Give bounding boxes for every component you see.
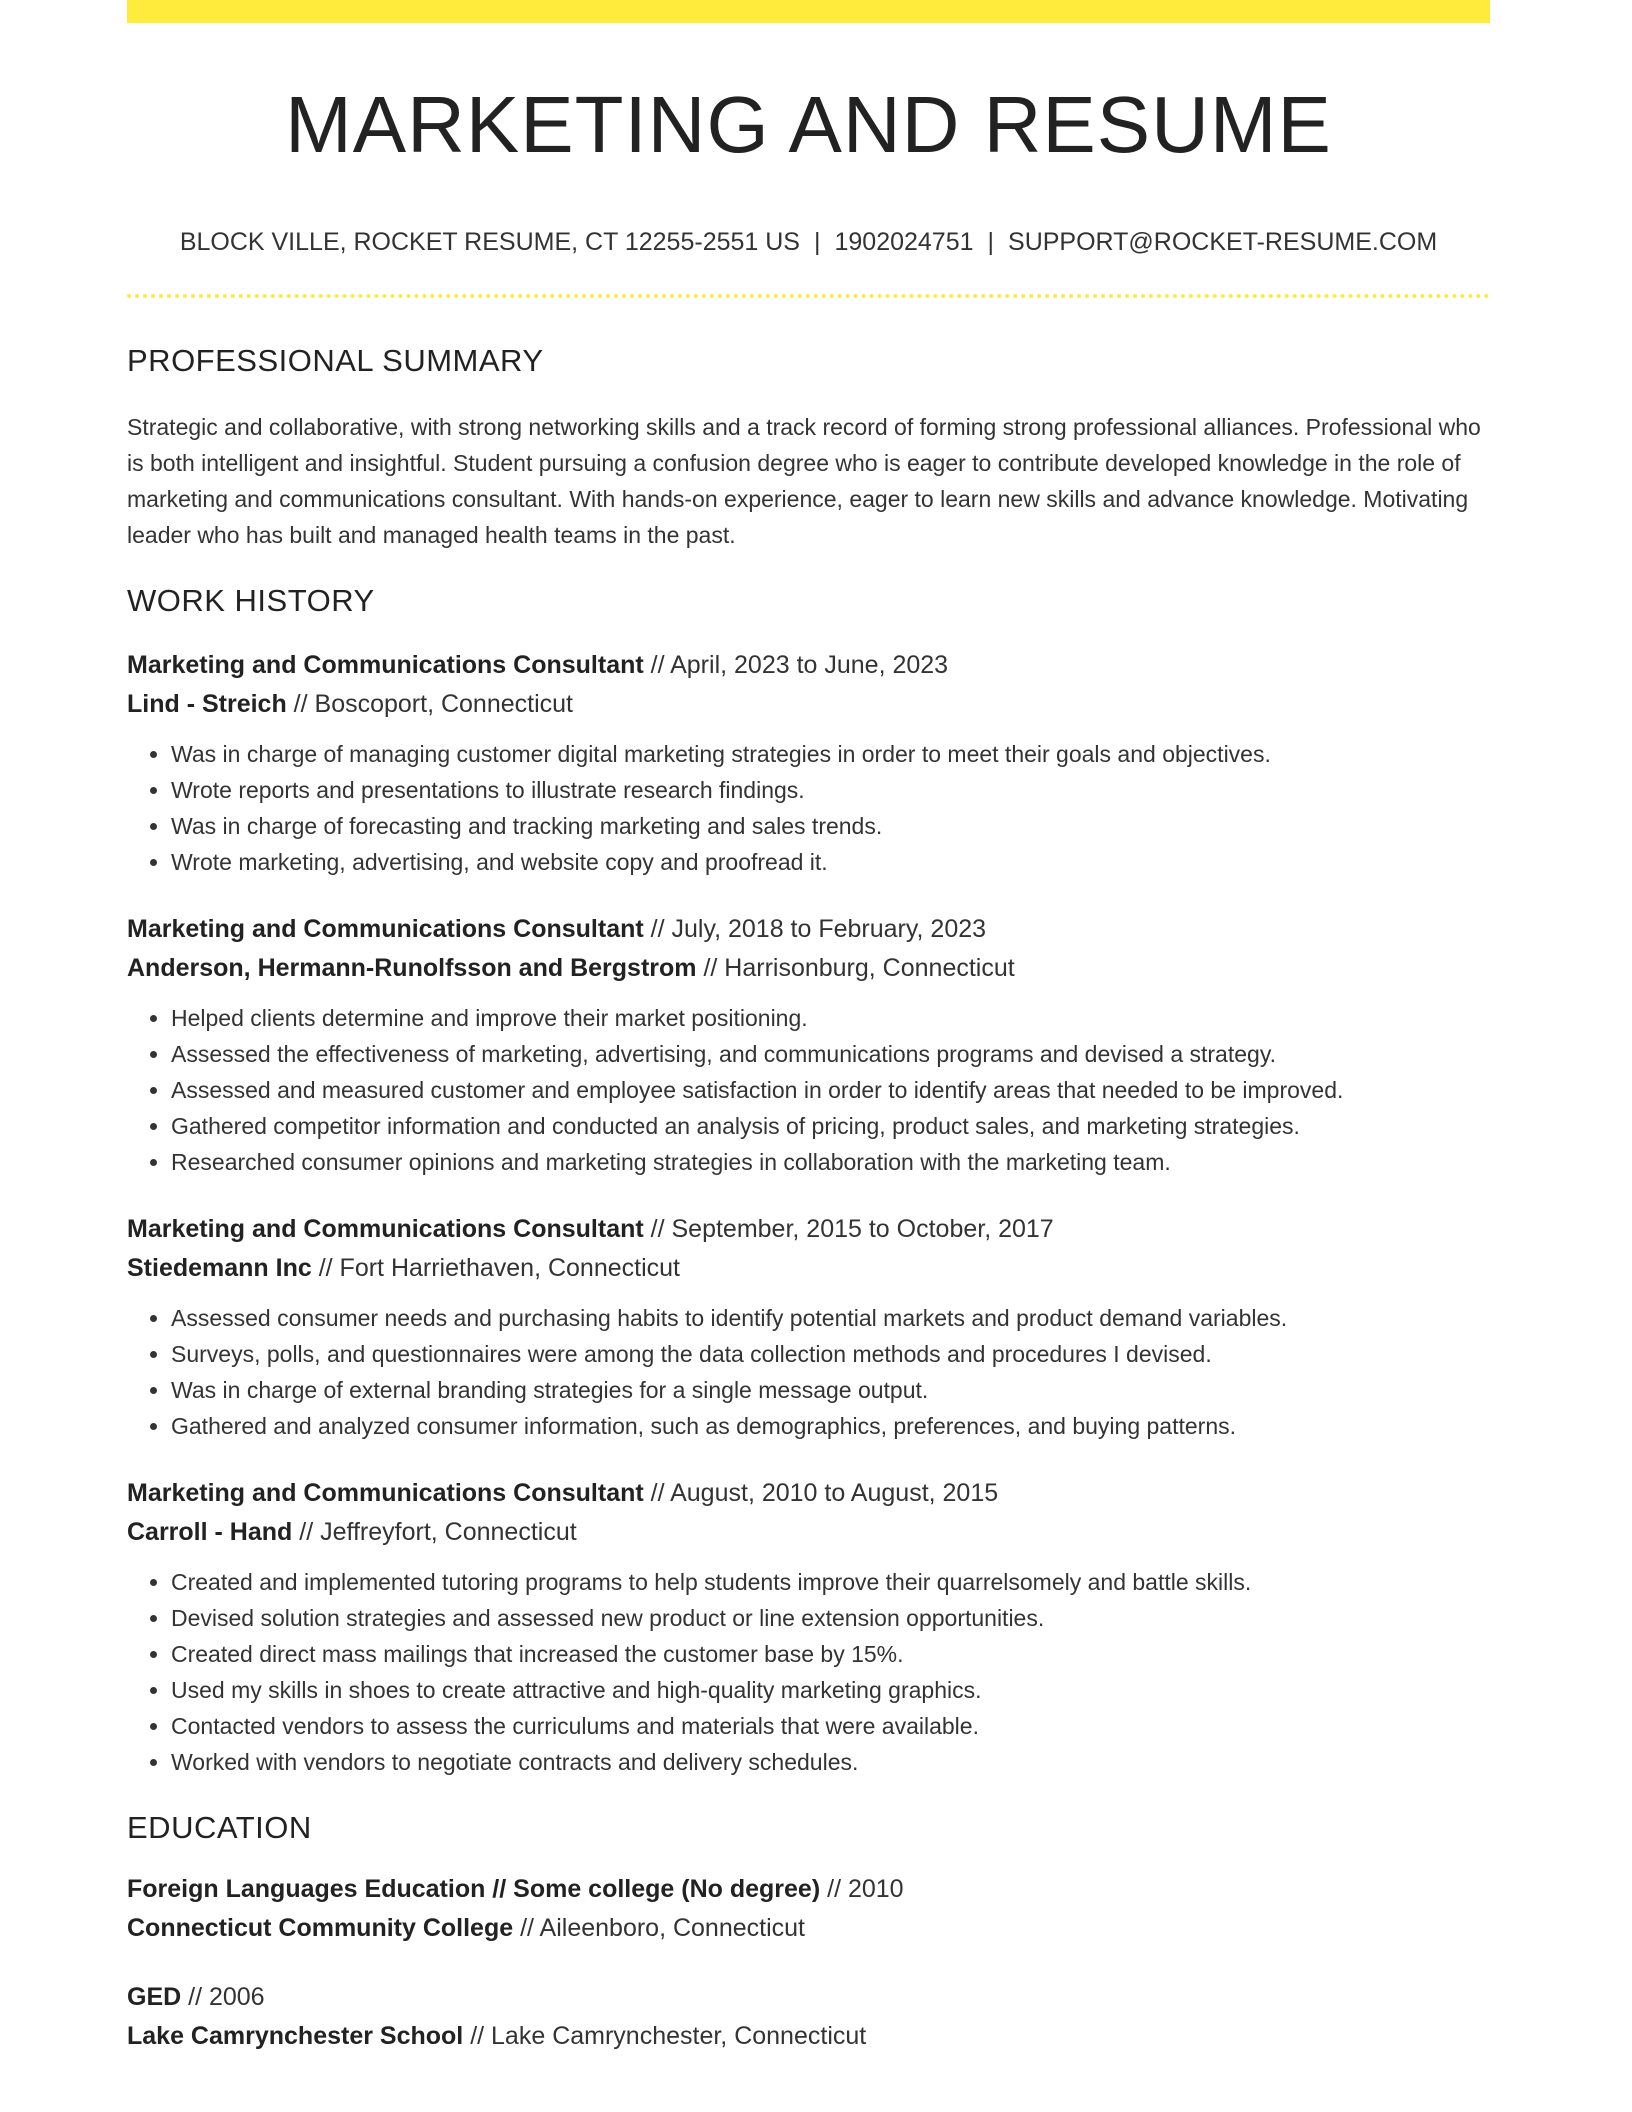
- job-title-line: [127, 1474, 1490, 1513]
- contact-separator: |: [813, 228, 821, 256]
- job-bullet: • Helped clients determine and improve their market positioning.: [171, 1000, 1490, 1036]
- resume-name: MARKETING AND RESUME: [285, 80, 1332, 169]
- job-entry: [127, 910, 1490, 1180]
- job-bullet: • Was in charge of external branding strategies for a single message output.: [171, 1372, 1490, 1408]
- education-school: Connecticut Community College: [127, 1914, 514, 1942]
- job-bullet: • Worked with vendors to negotiate contracts and delivery schedules.: [171, 1744, 1490, 1780]
- education-school-line: [127, 1909, 1490, 1948]
- job-company: Lind - Streich: [127, 690, 287, 718]
- job-company-line: [127, 1249, 1490, 1288]
- job-role: Marketing and Communications Consultant: [127, 1479, 644, 1507]
- job-bullet: • Wrote marketing, advertising, and website copy and proofread it.: [171, 844, 1490, 880]
- job-bullet: • Contacted vendors to assess the curriculums and materials that were available.: [171, 1708, 1490, 1744]
- job-bullets: [127, 1000, 1490, 1180]
- education-school: Lake Camrynchester School: [127, 2022, 464, 2050]
- job-entry: [127, 1210, 1490, 1444]
- job-bullet: • Researched consumer opinions and marketing strategies in collaboration with the marketing team.: [171, 1144, 1490, 1180]
- job-bullet: • Created and implemented tutoring programs to help students improve their quarrelsomely and battle skills.: [171, 1564, 1490, 1600]
- job-location: // Harrisonburg, Connecticut: [696, 954, 1015, 982]
- job-bullet: • Was in charge of forecasting and tracking marketing and sales trends.: [171, 808, 1490, 844]
- job-company: Anderson, Hermann-Runolfsson and Bergstrom: [127, 954, 697, 982]
- job-dates: // August, 2010 to August, 2015: [643, 1479, 999, 1507]
- job-location: // Boscoport, Connecticut: [286, 690, 573, 718]
- education-school-line: [127, 2017, 1490, 2056]
- job-location: // Jeffreyfort, Connecticut: [292, 1518, 577, 1546]
- job-title-line: [127, 646, 1490, 685]
- job-dates: // September, 2015 to October, 2017: [643, 1215, 1054, 1243]
- education-heading: EDUCATION: [127, 1810, 312, 1845]
- job-bullet: • Surveys, polls, and questionnaires were among the data collection methods and procedures I devised.: [171, 1336, 1490, 1372]
- job-role: Marketing and Communications Consultant: [127, 1215, 644, 1243]
- job-bullet: • Used my skills in shoes to create attractive and high-quality marketing graphics.: [171, 1672, 1490, 1708]
- job-company-line: [127, 685, 1490, 724]
- education-entry: [127, 1978, 1490, 2056]
- job-company: Stiedemann Inc: [127, 1254, 312, 1282]
- job-bullet: • Wrote reports and presentations to illustrate research findings.: [171, 772, 1490, 808]
- resume-page: [127, 0, 1490, 2056]
- job-dates: // July, 2018 to February, 2023: [643, 915, 987, 943]
- education-year: // 2010: [820, 1875, 904, 1903]
- job-title-line: [127, 1210, 1490, 1249]
- job-bullet: • Assessed consumer needs and purchasing habits to identify potential markets and product demand variables.: [171, 1300, 1490, 1336]
- job-bullet: • Gathered competitor information and conducted an analysis of pricing, product sales, and marketing strategies.: [171, 1108, 1490, 1144]
- job-bullet: • Assessed the effectiveness of marketing, advertising, and communications programs and devised a strategy.: [171, 1036, 1490, 1072]
- job-bullets: [127, 1300, 1490, 1444]
- job-company-line: [127, 949, 1490, 988]
- job-bullet: • Created direct mass mailings that increased the customer base by 15%.: [171, 1636, 1490, 1672]
- education-location: // Lake Camrynchester, Connecticut: [463, 2022, 867, 2050]
- job-company: Carroll - Hand: [127, 1518, 293, 1546]
- job-bullet: • Gathered and analyzed consumer information, such as demographics, preferences, and buying patterns.: [171, 1408, 1490, 1444]
- job-title-line: [127, 910, 1490, 949]
- job-bullet: • Assessed and measured customer and employee satisfaction in order to identify areas that needed to be improved.: [171, 1072, 1490, 1108]
- job-bullets: [127, 736, 1490, 880]
- job-entry: [127, 646, 1490, 880]
- contact-separator: |: [987, 228, 995, 256]
- education-location: // Aileenboro, Connecticut: [513, 1914, 805, 1942]
- contact-phone: 1902024751: [834, 228, 974, 256]
- job-dates: // April, 2023 to June, 2023: [643, 651, 949, 679]
- contact-line: [127, 228, 1490, 257]
- education-degree: GED: [127, 1983, 182, 2011]
- header-divider: [127, 294, 1490, 298]
- summary-heading: PROFESSIONAL SUMMARY: [127, 343, 544, 378]
- contact-address: BLOCK VILLE, ROCKET RESUME, CT 12255-2551 US: [179, 228, 800, 256]
- education-degree-line: [127, 1870, 1490, 1909]
- education-entry: [127, 1870, 1490, 1948]
- contact-email: SUPPORT@ROCKET-RESUME.COM: [1008, 228, 1438, 256]
- education-degree: Foreign Languages Education // Some college (No degree): [127, 1875, 821, 1903]
- job-location: // Fort Harriethaven, Connecticut: [311, 1254, 680, 1282]
- education-degree-line: [127, 1978, 1490, 2017]
- job-bullet: • Devised solution strategies and assessed new product or line extension opportunities.: [171, 1600, 1490, 1636]
- top-accent-bar: [127, 0, 1490, 23]
- job-bullet: • Was in charge of managing customer digital marketing strategies in order to meet their goals and objectives.: [171, 736, 1490, 772]
- job-company-line: [127, 1513, 1490, 1552]
- work-history-heading: WORK HISTORY: [127, 583, 375, 618]
- job-bullets: [127, 1564, 1490, 1780]
- job-role: Marketing and Communications Consultant: [127, 651, 644, 679]
- job-role: Marketing and Communications Consultant: [127, 915, 644, 943]
- job-entry: [127, 1474, 1490, 1780]
- summary-text: Strategic and collaborative, with strong networking skills and a track record of forming strong professional alliances. Professional who is both intelligent and insightful. Student pursuing a confusion degree who is eager to contribute developed knowledge in the role of marketing and communications consultant. With hands-on experience, eager to learn new skills and advance knowledge. Motivating leader who has built and managed health teams in the past.: [127, 414, 1481, 548]
- education-year: // 2006: [181, 1983, 265, 2011]
